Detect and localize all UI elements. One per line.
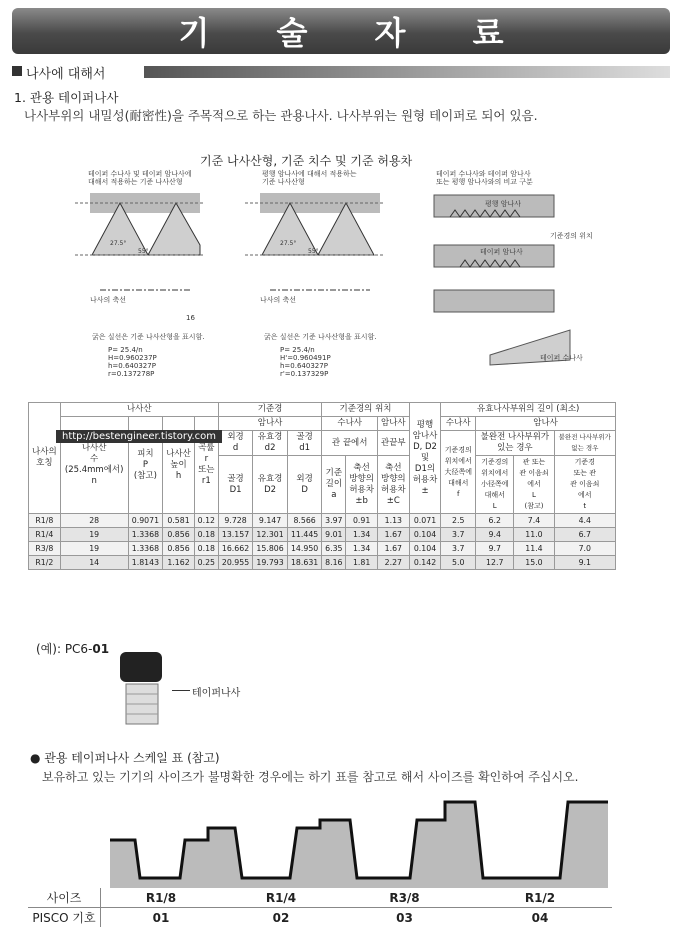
table-cell: 8.566 (287, 514, 322, 528)
table-cell: 2.27 (377, 556, 409, 570)
code-cell: 04 (531, 910, 549, 925)
col-pitch: 피치 P (참고) (128, 417, 163, 514)
table-cell: 1.3368 (128, 542, 163, 556)
table-cell: 6.35 (322, 542, 346, 556)
mid-formula: H'=0.960491P (280, 354, 331, 362)
mid-note: 굵은 실선은 기준 나사산형을 표시함. (264, 333, 377, 341)
col-parallel: 평행 암나사 D, D2 및 D1의 허용차 ± (409, 403, 441, 514)
table-cell: 3.97 (322, 514, 346, 528)
group-pos: 기준경의 위치 (322, 403, 409, 417)
col-axis-c: 축선 방향의 허용차 ±C (377, 456, 409, 514)
col-eff: 유효경 d2 (253, 431, 288, 456)
left-formula: P= 25.4/n (108, 346, 143, 354)
table-cell: 15.806 (253, 542, 288, 556)
table-cell: 4.4 (554, 514, 615, 528)
table-cell: 0.856 (163, 528, 195, 542)
col-root-D1: 골경 D1 (218, 456, 253, 514)
table-cell: 15.0 (514, 556, 554, 570)
table-cell: 1.81 (346, 556, 378, 570)
table-cell: 20.955 (218, 556, 253, 570)
size-cell: R1/8 (145, 890, 177, 905)
right-taper-comparison-diagram (430, 190, 580, 370)
dim-16-label: 16 (186, 314, 195, 322)
group-nasan: 나사산 (60, 403, 218, 417)
col-outer: 외경 d (218, 431, 253, 456)
table-cell: R3/8 (29, 542, 61, 556)
group-valid: 유효나사부위의 길이 (최소) (441, 403, 616, 417)
table-cell: 11.0 (514, 528, 554, 542)
section-header (12, 64, 670, 80)
table-cell: 9.7 (476, 542, 514, 556)
left-axis-label: 나사의 축선 (90, 296, 127, 304)
table-cell: R1/8 (29, 514, 61, 528)
female-v: 암나사 (476, 417, 616, 431)
col-root: 골경 d1 (287, 431, 322, 456)
table-cell: 5.0 (441, 556, 476, 570)
subsection-description: 나사부위의 내밀성(耐密性)을 주목적으로 하는 관용나사. 나사부위는 원형 테이퍼로 되어 있음. (24, 108, 538, 123)
fitting-illustration-icon (112, 650, 172, 730)
taper-female-label: 테이퍼 암나사 (480, 248, 523, 256)
col-base-len: 기준 길이 a (322, 456, 346, 514)
table-cell: 9.01 (322, 528, 346, 542)
table-cell: 6.7 (554, 528, 615, 542)
subsection-heading: 1. 관용 테이퍼나사 (14, 90, 119, 105)
col-incomplete: 불완전 나사부위가 있는 경우 (476, 431, 554, 456)
table-cell: 19 (60, 528, 128, 542)
table-row (29, 556, 616, 570)
col-outer-D: 외경 D (287, 456, 322, 514)
table-row (29, 542, 616, 556)
col-name: 나사의 호칭 (29, 403, 61, 514)
scale-title: ● 관용 테이퍼나사 스케일 표 (참고) (30, 751, 220, 765)
mid-thread-profile-diagram (240, 185, 390, 325)
table-cell: 12.301 (253, 528, 288, 542)
table-cell: 1.34 (346, 528, 378, 542)
mid-formulas (280, 346, 331, 378)
table-cell: 0.142 (409, 556, 441, 570)
table-cell: R1/2 (29, 556, 61, 570)
male-label: 수나사 (322, 417, 378, 431)
section-title: 나사에 대해서 (26, 67, 106, 82)
left-note: 굵은 실선은 기준 나사산형을 표시함. (92, 333, 205, 341)
mid-axis-label: 나사의 축선 (260, 296, 297, 304)
ref-position-label: 기준경의 위치 (550, 232, 593, 240)
size-cell: R1/4 (265, 890, 297, 905)
col-l3: 기준경 또는 관 관 이음쇠 에서 t (554, 456, 615, 514)
section-square-icon (12, 66, 22, 76)
table-cell: 1.13 (377, 514, 409, 528)
example-label (36, 640, 109, 657)
table-cell: 18.631 (287, 556, 322, 570)
table-cell: 1.67 (377, 528, 409, 542)
table-cell: 9.728 (218, 514, 253, 528)
table-cell: 11.4 (514, 542, 554, 556)
col-ref-pos: 기준경의 위치에서 大径쪽에 대해서 f (441, 431, 476, 514)
table-cell: 9.1 (554, 556, 615, 570)
scale-profile-graphic (100, 800, 610, 890)
table-cell: 0.071 (409, 514, 441, 528)
right-diagram-caption: 테이퍼 수나사와 테이퍼 암나사 또는 평행 암나사와의 비교 구분 (436, 170, 533, 186)
code-cell: 03 (396, 910, 413, 925)
table-cell: 28 (60, 514, 128, 528)
table-cell: 1.67 (377, 542, 409, 556)
col-axis-b: 축선 방향의 허용차 ±b (346, 456, 378, 514)
col-height: 나사산 높이 h (163, 417, 195, 514)
left-thread-profile-diagram (70, 185, 210, 325)
table-cell: 14.950 (287, 542, 322, 556)
spec-table (28, 402, 616, 570)
table-cell: 7.0 (554, 542, 615, 556)
left-formulas (108, 346, 157, 378)
url-watermark: http://bestengineer.tistory.com (56, 430, 222, 443)
size-cell: R1/2 (524, 890, 556, 905)
table-row (29, 528, 616, 542)
table-cell: 1.3368 (128, 528, 163, 542)
scale-title-text: 관용 테이퍼나사 스케일 표 (참고) (44, 751, 220, 765)
table-cell: 9.4 (476, 528, 514, 542)
table-cell: 0.9071 (128, 514, 163, 528)
example-part-label: 테이퍼나사 (192, 688, 241, 699)
spec-table-body (29, 514, 616, 570)
example-leader-line (172, 690, 190, 691)
male-v: 수나사 (441, 417, 476, 431)
code-cell: 02 (272, 910, 290, 925)
example-code: 01 (92, 642, 110, 656)
col-round: 곡률 r 또는 r1 (194, 417, 218, 514)
banner-title: 기 술 자 료 (178, 14, 532, 52)
table-cell: 0.25 (194, 556, 218, 570)
pipe-end: 관 끝에서 (322, 431, 378, 456)
table-cell: 1.162 (163, 556, 195, 570)
table-cell: 16.662 (218, 542, 253, 556)
left-formula: r=0.137278P (108, 370, 155, 378)
female-label-2: 암나사 (377, 417, 409, 431)
code-cell: 01 (152, 910, 170, 925)
table-cell: 0.581 (163, 514, 195, 528)
mid-formula: P= 25.4/n (280, 346, 315, 354)
table-cell: R1/4 (29, 528, 61, 542)
mid-formula: h=0.640327P (280, 362, 328, 370)
angle55-left: 55° (138, 248, 149, 255)
table-cell: 8.16 (322, 556, 346, 570)
section-gradient-bar (144, 66, 670, 78)
table-cell: 12.7 (476, 556, 514, 570)
table-cell: 19 (60, 542, 128, 556)
table-cell: 14 (60, 556, 128, 570)
col-l2: 관 또는 관 이음쇠 에서 L (참고) (514, 456, 554, 514)
scale-table (28, 888, 612, 927)
page-banner (12, 8, 670, 54)
taper-male-label: 테이퍼 수나사 (540, 354, 583, 362)
table-cell: 0.18 (194, 542, 218, 556)
mid-formula: r'=0.137329P (280, 370, 329, 378)
table-cell: 0.104 (409, 528, 441, 542)
size-cell: R3/8 (389, 890, 420, 905)
size-row-label: 사이즈 (28, 888, 101, 908)
parallel-female-label: 평행 암나사 (485, 200, 522, 208)
col-count: 나사산 수 (25.4mm에서) n (60, 417, 128, 514)
code-row-label: PISCO 기호 (28, 908, 101, 928)
col-eff-D2: 유효경 D2 (253, 456, 288, 514)
table-cell: 7.4 (514, 514, 554, 528)
table-cell: 9.147 (253, 514, 288, 528)
angle-label-left: 27.5° (110, 240, 127, 247)
table-cell: 1.34 (346, 542, 378, 556)
table-cell: 19.793 (253, 556, 288, 570)
table-cell: 0.18 (194, 528, 218, 542)
table-cell: 0.91 (346, 514, 378, 528)
table-cell: 0.12 (194, 514, 218, 528)
table-cell: 6.2 (476, 514, 514, 528)
group-gijun: 기준경 (218, 403, 322, 417)
table-cell: 1.8143 (128, 556, 163, 570)
col-no-incomplete: 불완전 나사부위가 없는 경우 (554, 431, 615, 456)
table-cell: 0.104 (409, 542, 441, 556)
pipe-end-2: 관끝부 (377, 431, 409, 456)
left-diagram-caption: 테이퍼 수나사 및 테이퍼 암나사에 대해서 적용하는 기준 나사산형 (88, 170, 192, 186)
example-prefix: (예): PC6- (36, 642, 93, 656)
table-cell: 0.856 (163, 542, 195, 556)
table-cell: 3.7 (441, 528, 476, 542)
svg-text:55°: 55° (308, 248, 319, 255)
mid-diagram-caption: 평행 암나사에 대해서 적용하는 기준 나사산형 (262, 170, 357, 186)
table-cell: 3.7 (441, 542, 476, 556)
female-label: 암나사 (218, 417, 322, 431)
table-cell: 13.157 (218, 528, 253, 542)
col-l1: 기준경의 위치에서 小径쪽에 대해서 L (476, 456, 514, 514)
table-cell: 11.445 (287, 528, 322, 542)
table-row (29, 514, 616, 528)
diagram-title: 기준 나사산형, 기준 치수 및 기준 허용차 (200, 154, 413, 168)
left-formula: H=0.960237P (108, 354, 157, 362)
svg-text:27.5°: 27.5° (280, 240, 297, 247)
left-formula: h=0.640327P (108, 362, 156, 370)
table-cell: 2.5 (441, 514, 476, 528)
scale-description: 보유하고 있는 기기의 사이즈가 불명확한 경우에는 하기 표를 참고로 해서 사이즈를 확인하여 주십시오. (42, 770, 579, 784)
